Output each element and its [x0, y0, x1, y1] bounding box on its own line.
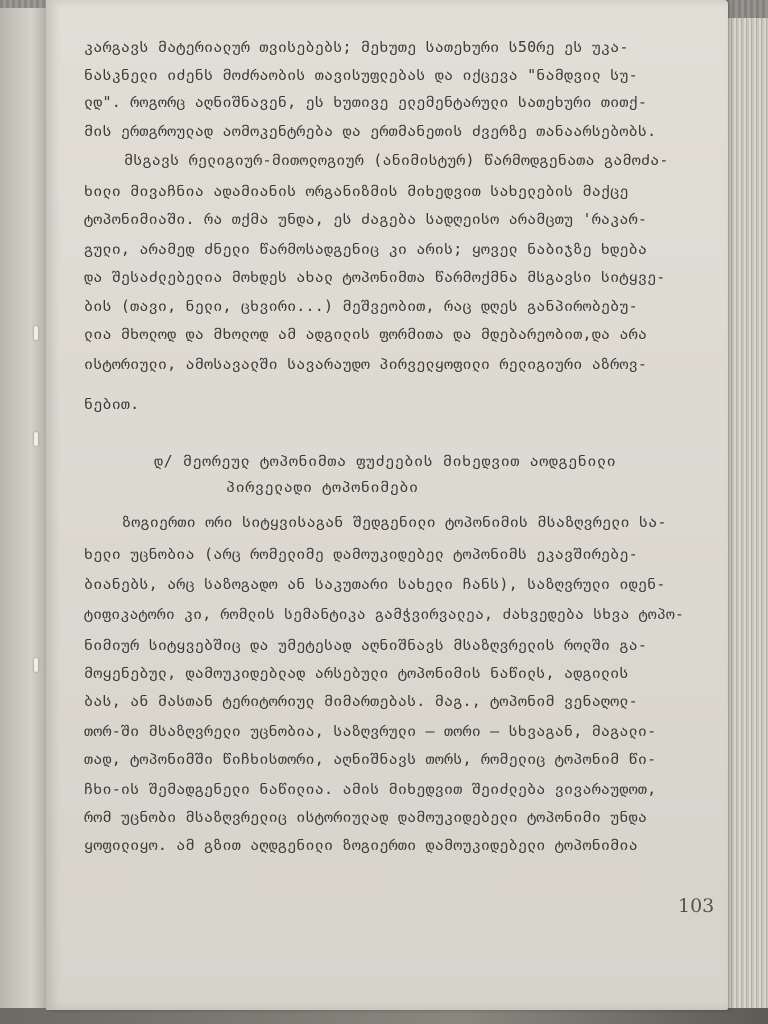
section-heading-line-1: დ/ მეორეულ ტოპონიმთა ფუძეების მიხედვით აოდგენილი: [154, 452, 617, 470]
text-line: ყოფილიყო. ამ გზით აღდგენილი ზოგიერთი დამოუკიდებელი ტოპონიმია: [84, 836, 638, 854]
text-line: რომ უცნობი მსაზღვრელიც ისტორიულად დამოუკიდებელი ტოპონიმი უნდა: [84, 808, 648, 826]
text-line: ხილი მივაჩნია ადამიანის ორგანიზმის მიხედვით სახელების მაქცე: [84, 182, 629, 200]
text-line: გული, არამედ ძნელი წარმოსადგენიც კი არის; ყოველ ნაბიჯზე ხდება: [84, 240, 648, 258]
section-heading-line-2: პირველადი ტოპონიმები: [226, 478, 419, 496]
binding-stitch: [34, 326, 38, 340]
text-line: ზოგიერთი ორი სიტყვისაგან შედგენილი ტოპონიმის მსაზღვრელი სა-: [122, 513, 667, 531]
text-line: ტიფიკატორი კი, რომლის სემანტიკა გამჭვირვალეა, ძახვედება სხვა ტოპო-: [84, 605, 685, 623]
text-line: ისტორიული, ამოსავალში სავარაუდო პირველყოფილი რელიგიური აზროვ-: [84, 355, 648, 373]
book-page: [46, 0, 728, 1010]
text-line: მოყენებულ, დამოუკიდებლად არსებული ტოპონიმის ნაწილს, ადგილის: [84, 664, 629, 682]
text-line: მის ერთგროულად აომოკენტრება და ერთმანეთის ძვერზე თანაარსებობს.: [84, 122, 657, 140]
binding-stitch: [34, 658, 38, 672]
text-line: ნებით.: [84, 395, 140, 413]
text-line: კარგავს მატერიალურ თვისებებს; მეხუთე სათეხური ს50რე ეს უკა-: [84, 38, 629, 56]
text-line: ბას, ან მასთან ტერიტორიულ მიმართებას. მაგ., ტოპონიმ ვენაღოლ-: [84, 692, 638, 710]
text-line: ხელი უცნობია (არც რომელიმე დამოუკიდებელ ტოპონიმს ეკავშირებე-: [84, 545, 638, 563]
text-line: ნიმიურ სიტყვებშიც და უმეტესად აღნიშნავს მსაზღვრელის როლში გა-: [84, 636, 648, 654]
text-line: ტოპონიმიაში. რა თქმა უნდა, ეს ძაგება სადღეისო არამცთუ 'რაკარ-: [84, 210, 648, 228]
text-line: თად, ტოპონიმში წიჩხისთორი, აღნიშნავს თორს, რომელიც ტოპონიმ წი-: [84, 750, 657, 768]
text-line: მსგავს რელიგიურ-მითოლოგიურ (ანიმისტურ) წარმოდგენათა გამოძა-: [124, 151, 669, 169]
text-line: ბიანებს, არც საზოგადო ან საკუთარი სახელი ჩანს), საზღვრული იდენ-: [84, 575, 666, 593]
text-line: ლდ". როგორც აღნიშნავენ, ეს ხუთივე ელემენტარული სათეხური თითქ-: [84, 93, 648, 111]
binding-stitch: [34, 432, 38, 446]
text-line: ჩხი-ის შემადგენელი ნაწილია. ამის მიხედვით შეიძლება ვივარაუდოთ,: [84, 780, 657, 798]
text-line: ბის (თავი, ნელი, ცხვირი...) მეშვეობით, რაც დღეს განპირობებუ-: [84, 297, 638, 315]
text-line: ნასკნელი იძენს მოძრაობის თავისუფლებას და იქცევა "ნამდვილ სუ-: [84, 66, 638, 84]
page-number: 103: [678, 895, 715, 917]
text-line: ლია მხოლოდ და მხოლოდ ამ ადგილის ფორმითა და მდებარეობით,და არა: [84, 325, 648, 343]
text-line: და შესაძლებელია მოხდეს ახალ ტოპონიმთა წარმოქმნა მსგავსი სიტყვე-: [84, 268, 666, 286]
text-line: თორ-ში მსაზღვრელი უცნობია, საზღვრული — თორი — სხვაგან, მაგალი-: [84, 722, 657, 740]
page-stack-edge: [722, 18, 768, 1008]
